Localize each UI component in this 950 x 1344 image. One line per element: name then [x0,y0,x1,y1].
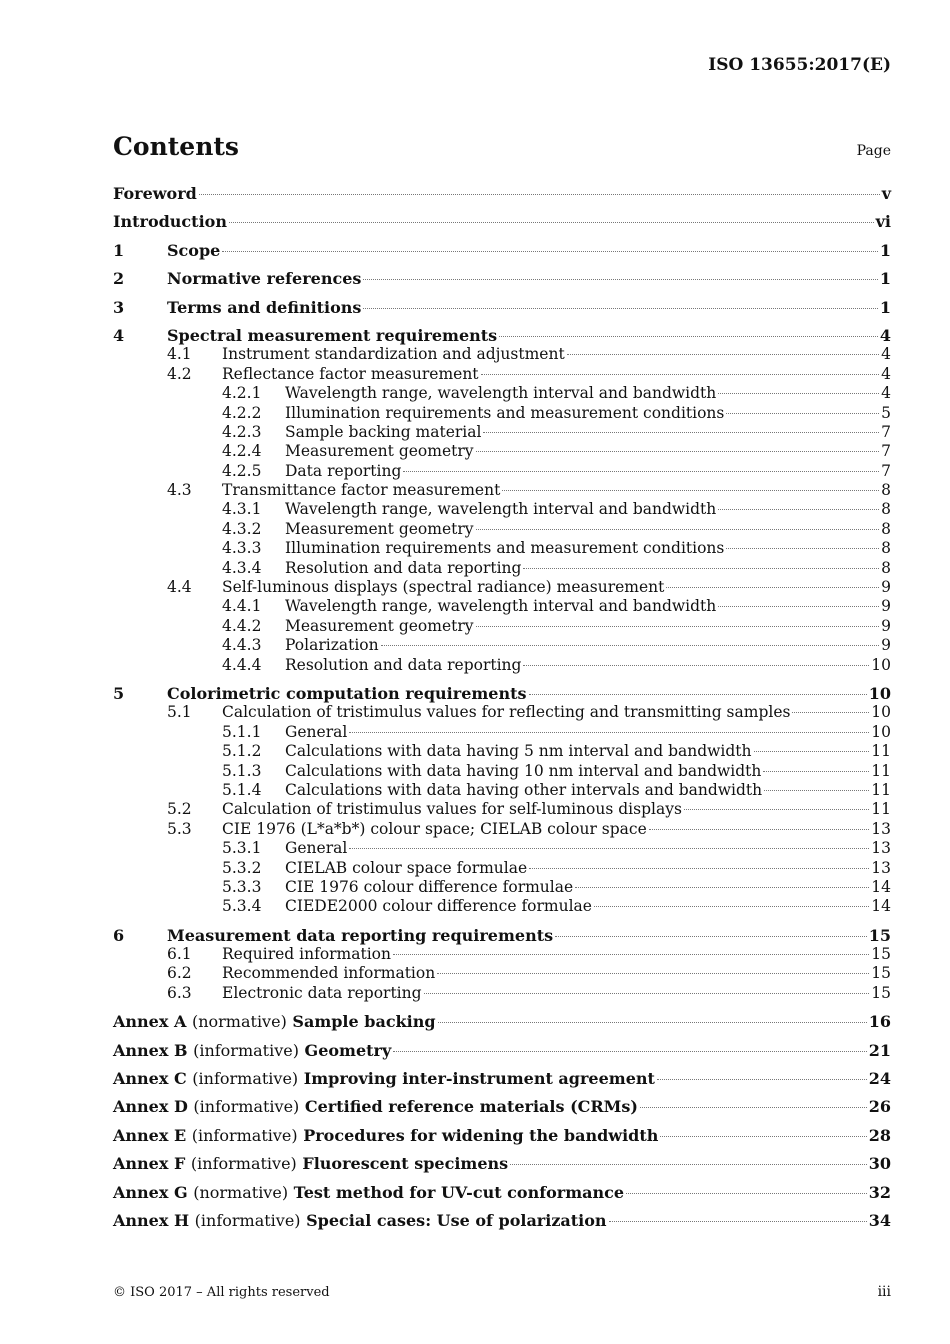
dot-leader [609,1221,867,1222]
toc-entry-page: 9 [881,578,891,597]
toc-entry-title: CIELAB colour space formulae [285,858,528,877]
toc-entry[interactable] [113,423,891,442]
toc-entry[interactable] [113,897,891,916]
annex-title: Procedures for widening the bandwidth [303,1125,659,1145]
toc-entry-number: 3 [113,297,125,317]
dot-leader [381,645,880,646]
toc-entry-number: 2 [113,269,125,289]
dot-leader [718,606,879,607]
annex-label: Annex H [113,1210,190,1230]
toc-entry-page: 21 [868,1040,891,1060]
toc-entry-title: Spectral measurement requirements [167,325,498,345]
toc-entry-title: Introduction [113,212,227,232]
toc-entry-page: 1 [879,269,891,289]
toc-entry-title: Foreword [113,184,197,203]
toc-entry-page: 10 [871,655,891,674]
toc-entry[interactable] [113,617,891,636]
toc-entry[interactable] [113,1126,891,1145]
toc-entry[interactable] [113,269,891,288]
toc-entry-page: 4 [881,364,891,383]
toc-entry[interactable] [113,481,891,500]
dot-leader [626,1193,867,1194]
toc-entry-number: 4.2 [167,364,192,383]
toc-entry-title: Instrument standardization and adjustment [222,345,565,364]
toc-entry[interactable] [113,578,891,597]
toc-entry-title: Measurement data reporting requirements [167,925,554,945]
toc-entry[interactable] [113,1211,891,1230]
toc-entry-number: 4.4 [167,578,192,597]
toc-entry-title: Scope [167,240,221,260]
toc-entry[interactable] [113,384,891,403]
toc-entry-page: 8 [881,539,891,558]
toc-entry-title: Resolution and data reporting [285,655,522,674]
toc-entry-page: 8 [881,481,891,500]
toc-entry-title: Recommended information [222,964,436,983]
toc-entry[interactable] [113,1069,891,1088]
dot-leader [792,712,869,713]
dot-leader [424,993,870,994]
toc-entry[interactable] [113,723,891,742]
toc-entry-number: 4.3.2 [222,519,262,538]
annex-title: Special cases: Use of polarization [306,1210,607,1230]
dot-leader [684,809,869,810]
annex-label: Annex B [113,1040,188,1060]
toc-entry[interactable] [113,442,891,461]
toc-entry[interactable] [113,636,891,655]
toc-entry-number: 5.3.3 [222,877,262,896]
toc-entry-title: Resolution and data reporting [285,558,522,577]
toc-entry-page: 30 [868,1154,891,1174]
toc-entry[interactable] [113,945,891,964]
toc-entry-title: Required information [222,945,391,964]
annex-label: Annex C [113,1069,187,1089]
toc-entry-page: 14 [871,877,891,896]
toc-entry-number: 4.3.3 [222,539,262,558]
toc-entry-page: 1 [879,297,891,317]
toc-entry-page: 4 [881,345,891,364]
dot-leader [363,308,877,309]
toc-entry[interactable] [113,742,891,761]
toc-entry-title [113,1097,638,1116]
copyright-notice: © ISO 2017 – All rights reserved [113,1285,330,1300]
toc-entry-title: Sample backing material [285,422,482,441]
toc-entry-number: 5.3.1 [222,839,262,858]
toc-entry[interactable] [113,984,891,1003]
toc-entry-page: 11 [871,742,891,761]
toc-entry[interactable] [113,781,891,800]
toc-entry[interactable] [113,1097,891,1116]
toc-entry[interactable] [113,241,891,260]
annex-kind: (informative) [192,1069,299,1089]
toc-entry[interactable] [113,859,891,878]
page-number: iii [877,1284,891,1300]
dot-leader [594,906,869,907]
toc-entry-title [113,1126,658,1145]
toc-entry-number: 4.4.2 [222,616,262,635]
toc-entry-number: 5.3 [167,819,192,838]
dot-leader [481,374,880,375]
dot-leader [510,1164,867,1165]
toc-entry-number: 6 [113,925,125,945]
toc-entry[interactable] [113,800,891,819]
dot-leader [349,732,869,733]
annex-label: Annex E [113,1125,187,1145]
dot-leader [499,336,878,337]
toc-entry-number: 5.1.4 [222,780,262,799]
toc-entry-title [113,1154,508,1173]
toc-entry-title: Wavelength range, wavelength interval and bandwidth [285,500,717,519]
toc-entry-page: 7 [881,461,891,480]
toc-entry-number: 4.2.1 [222,384,262,403]
toc-entry-number: 4.2.5 [222,461,262,480]
annex-kind: (normative) [191,1012,287,1032]
toc-entry-number: 4.3.4 [222,558,262,577]
dot-leader [666,587,879,588]
toc-entry-title: Electronic data reporting [222,983,422,1002]
toc-entry-title: Calculation of tristimulus values for self-luminous displays [222,800,682,819]
toc-entry-page: 9 [881,616,891,635]
toc-entry[interactable] [113,1183,891,1202]
toc-entry-title: Data reporting [285,461,402,480]
toc-entry-page: 13 [871,819,891,838]
toc-entry-page: 13 [871,839,891,858]
toc-entry-number: 4.1 [167,345,192,364]
toc-entry[interactable] [113,964,891,983]
dot-leader [483,432,879,433]
toc-entry-title: Measurement geometry [285,519,474,538]
toc-entry-page: 32 [868,1182,891,1202]
toc-entry-number: 4.2.4 [222,442,262,461]
toc-entry-number: 5.3.4 [222,897,262,916]
toc-entry-page: 9 [881,636,891,655]
dot-leader [763,771,869,772]
dot-leader [393,954,869,955]
toc-entry[interactable] [113,326,891,345]
toc-entry-page: 11 [871,761,891,780]
toc-entry-number: 4.4.3 [222,636,262,655]
annex-label: Annex G [113,1182,188,1202]
toc-entry-page: 28 [868,1125,891,1145]
dot-leader [718,509,879,510]
annex-title: Sample backing [292,1012,436,1032]
toc-entry-page: 8 [881,500,891,519]
toc-entry[interactable] [113,462,891,481]
table-of-contents [113,184,891,1230]
toc-entry-number: 5.1.3 [222,761,262,780]
dot-leader [199,194,880,195]
toc-entry-page: 7 [881,442,891,461]
toc-entry[interactable] [113,926,891,945]
toc-entry[interactable] [113,656,891,675]
toc-entry[interactable] [113,298,891,317]
toc-entry[interactable] [113,703,891,722]
dot-leader [476,626,880,627]
toc-entry[interactable] [113,345,891,364]
annex-label: Annex F [113,1154,186,1174]
toc-entry-title: Polarization [285,636,379,655]
dot-leader [438,1022,867,1023]
toc-entry-title [113,1012,436,1031]
toc-entry-title: Reflectance factor measurement [222,364,479,383]
toc-entry[interactable] [113,684,891,703]
toc-entry[interactable] [113,1012,891,1031]
toc-entry-page: 10 [868,683,891,703]
toc-entry-number: 5 [113,683,125,703]
toc-entry-number: 5.3.2 [222,858,262,877]
page-column-label: Page [856,143,891,159]
dot-leader [726,548,879,549]
toc-entry-page: 15 [868,925,891,945]
toc-entry[interactable] [113,500,891,519]
toc-entry-page: 26 [868,1097,891,1117]
toc-entry-number: 4.3 [167,481,192,500]
annex-kind: (informative) [190,1154,297,1174]
toc-entry-page: 4 [881,384,891,403]
page-title: Contents [113,132,240,161]
dot-leader [640,1107,867,1108]
toc-entry-page: 11 [871,780,891,799]
toc-entry-title: Wavelength range, wavelength interval and bandwidth [285,384,717,403]
dot-leader [529,694,867,695]
toc-entry-page: 16 [868,1012,891,1032]
toc-entry-number: 6.2 [167,964,192,983]
toc-entry-title: Illumination requirements and measurement conditions [285,539,725,558]
toc-entry[interactable] [113,820,891,839]
dot-leader [764,790,869,791]
toc-entry-title: Calculations with data having other intervals and bandwidth [285,780,763,799]
toc-entry-page: 8 [881,558,891,577]
toc-entry-title: General [285,722,348,741]
toc-entry-page: vi [875,212,891,232]
dot-leader [476,451,880,452]
toc-entry[interactable] [113,212,891,231]
toc-entry-title: Illumination requirements and measurement conditions [285,403,725,422]
dot-leader [476,529,880,530]
toc-entry[interactable] [113,1041,891,1060]
toc-entry-page: v [881,184,891,203]
annex-title: Improving inter-instrument agreement [303,1069,655,1089]
dot-leader [229,222,874,223]
toc-entry-number: 5.1 [167,703,192,722]
annex-kind: (informative) [194,1210,301,1230]
toc-entry-page: 15 [871,983,891,1002]
toc-entry-number: 6.1 [167,945,192,964]
annex-kind: (normative) [193,1182,289,1202]
dot-leader [726,413,879,414]
dot-leader [523,568,879,569]
toc-entry-page: 10 [871,722,891,741]
dot-leader [502,490,879,491]
toc-entry-number: 4.2.2 [222,403,262,422]
dot-leader [403,471,879,472]
toc-entry[interactable] [113,878,891,897]
dot-leader [349,848,869,849]
dot-leader [523,665,869,666]
toc-entry-number: 1 [113,240,125,260]
toc-entry-page: 9 [881,597,891,616]
dot-leader [657,1079,867,1080]
toc-entry-number: 4.2.3 [222,422,262,441]
toc-entry-title: Transmittance factor measurement [222,481,501,500]
toc-entry[interactable] [113,184,891,203]
toc-entry-page: 14 [871,897,891,916]
toc-entry-title: Terms and definitions [167,297,362,317]
annex-title: Test method for UV-cut conformance [293,1182,625,1202]
toc-entry[interactable] [113,839,891,858]
toc-entry-number: 4.3.1 [222,500,262,519]
toc-entry-page: 4 [879,325,891,345]
dot-leader [575,887,869,888]
toc-entry-title [113,1069,655,1088]
toc-entry[interactable] [113,539,891,558]
toc-entry-page: 10 [871,703,891,722]
dot-leader [363,279,877,280]
toc-entry-number: 6.3 [167,983,192,1002]
annex-title: Fluorescent specimens [302,1154,509,1174]
toc-entry-number: 5.1.2 [222,742,262,761]
toc-entry-title [113,1211,607,1230]
toc-entry-page: 1 [879,240,891,260]
toc-entry-title: CIE 1976 colour difference formulae [285,877,574,896]
annex-title: Certified reference materials (CRMs) [304,1097,638,1117]
dot-leader [555,936,867,937]
toc-entry[interactable] [113,404,891,423]
annex-kind: (informative) [191,1125,298,1145]
toc-entry-title: General [285,839,348,858]
toc-entry[interactable] [113,1154,891,1173]
toc-entry-title: Measurement geometry [285,442,474,461]
dot-leader [649,829,870,830]
toc-entry-title: Self-luminous displays (spectral radiance) measurement [222,578,665,597]
toc-entry-title: Normative references [167,269,362,289]
document-id: ISO 13655:2017(E) [708,55,891,75]
dot-leader [567,354,879,355]
toc-entry[interactable] [113,520,891,539]
toc-entry-number: 5.1.1 [222,722,262,741]
dot-leader [529,868,869,869]
dot-leader [718,393,879,394]
toc-entry-page: 15 [871,945,891,964]
dot-leader [660,1136,866,1137]
toc-entry-title: Calculation of tristimulus values for reflecting and transmitting samples [222,703,791,722]
dot-leader [437,973,869,974]
toc-entry-title: Wavelength range, wavelength interval and bandwidth [285,597,717,616]
toc-entry[interactable] [113,762,891,781]
toc-entry-title: CIEDE2000 colour difference formulae [285,897,592,916]
dot-leader [222,251,878,252]
toc-entry-title: CIE 1976 (L*a*b*) colour space; CIELAB colour space [222,819,647,838]
toc-entry-page: 7 [881,422,891,441]
toc-entry-number: 4.4.1 [222,597,262,616]
annex-title: Geometry [304,1040,392,1060]
toc-entry-title: Calculations with data having 10 nm interval and bandwidth [285,761,762,780]
toc-entry-page: 5 [881,403,891,422]
toc-entry-page: 15 [871,964,891,983]
toc-entry-page: 24 [868,1069,891,1089]
toc-entry-number: 5.2 [167,800,192,819]
dot-leader [393,1051,866,1052]
toc-entry-page: 8 [881,519,891,538]
toc-entry-title: Colorimetric computation requirements [167,683,527,703]
toc-entry-page: 34 [868,1210,891,1230]
annex-kind: (informative) [193,1097,300,1117]
toc-entry-title: Calculations with data having 5 nm interval and bandwidth [285,742,752,761]
annex-label: Annex D [113,1097,188,1117]
toc-entry-page: 11 [871,800,891,819]
toc-entry-page: 13 [871,858,891,877]
annex-label: Annex A [113,1012,187,1032]
toc-entry-title: Measurement geometry [285,616,474,635]
toc-entry-number: 4.4.4 [222,655,262,674]
toc-entry-title [113,1041,391,1060]
toc-entry[interactable] [113,559,891,578]
toc-entry[interactable] [113,597,891,616]
annex-kind: (informative) [193,1040,299,1060]
toc-entry-title [113,1183,624,1202]
toc-entry[interactable] [113,365,891,384]
toc-entry-number: 4 [113,325,125,345]
dot-leader [754,751,870,752]
